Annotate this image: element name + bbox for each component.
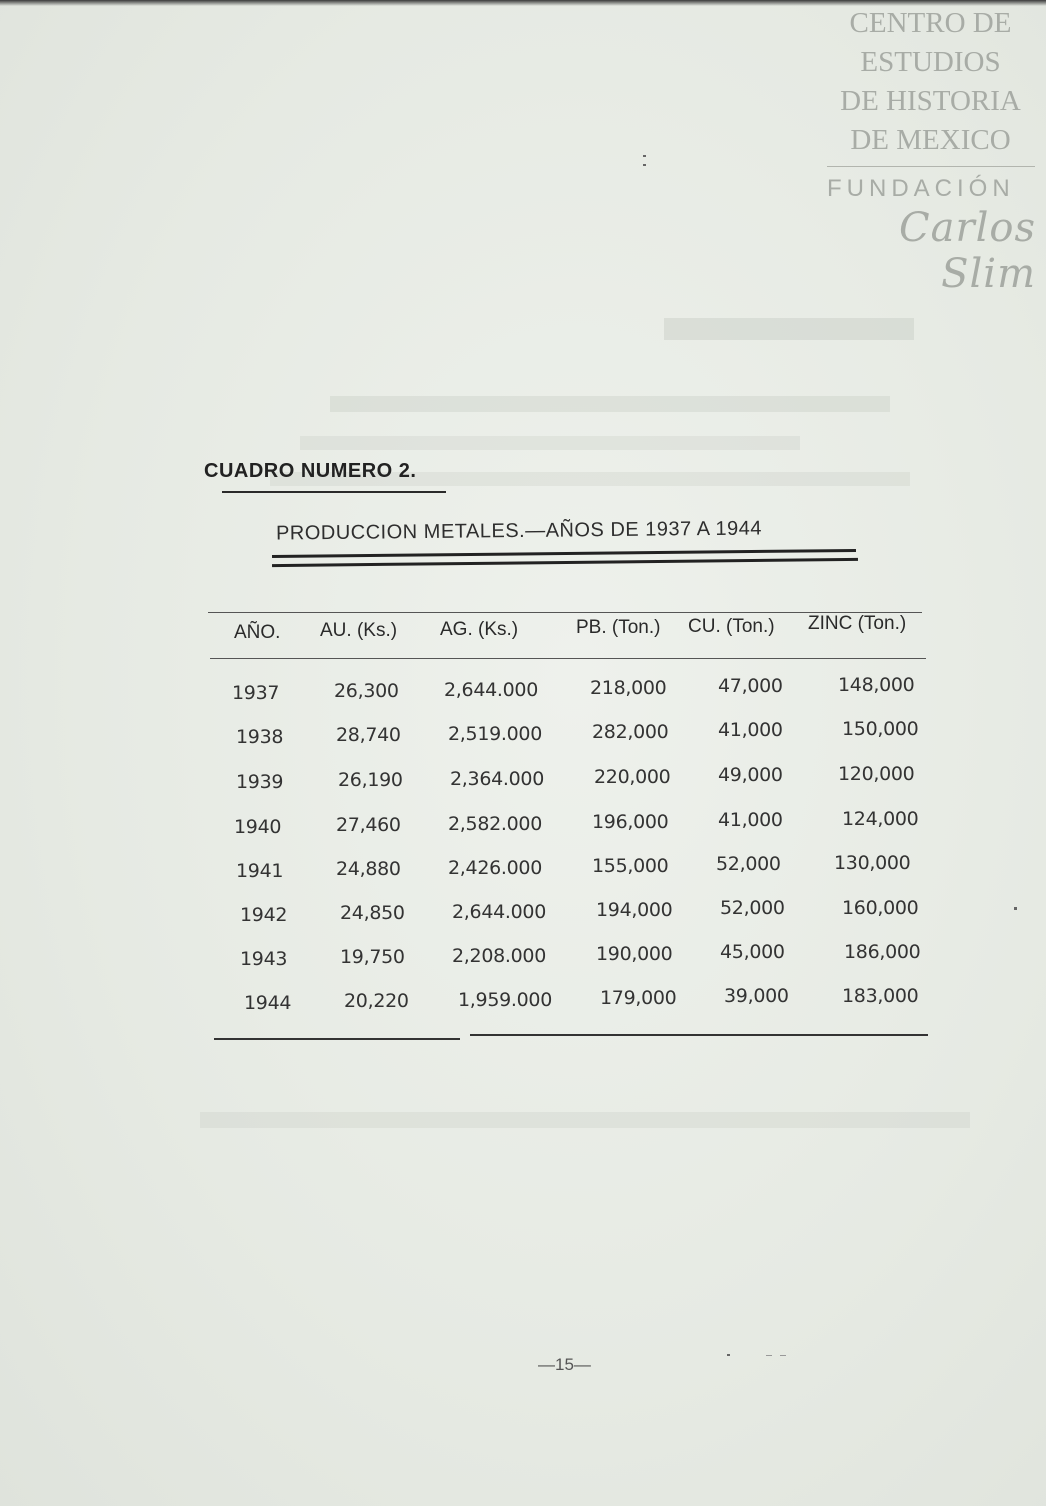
bleed-through-mark <box>664 318 914 340</box>
watermark-signature: Carlos Slim <box>899 205 1036 297</box>
watermark-line: DE MEXICO <box>850 124 1011 156</box>
cell-year: 1943 <box>240 948 288 970</box>
subtitle-double-rule-bottom <box>272 558 858 567</box>
cell-zinc: 186,000 <box>844 941 921 963</box>
cell-silver: 2,582.000 <box>448 813 542 835</box>
scan-speck <box>643 164 646 166</box>
page-number: —15— <box>538 1355 591 1374</box>
watermark-line: DE HISTORIA <box>840 85 1021 117</box>
cell-silver: 2,519.000 <box>448 723 542 745</box>
cell-lead: 282,000 <box>592 721 669 743</box>
cell-gold: 19,750 <box>340 946 405 968</box>
cell-gold: 27,460 <box>336 814 401 836</box>
table-header-rule <box>210 658 926 659</box>
watermark-logo <box>823 4 1038 297</box>
cell-lead: 179,000 <box>600 987 677 1009</box>
cell-year: 1937 <box>232 682 280 704</box>
cell-lead: 194,000 <box>596 899 673 921</box>
watermark-fundacion: FUNDACIÓN <box>827 175 1015 202</box>
cell-lead: 190,000 <box>596 943 673 965</box>
watermark-line: CENTRO DE <box>849 7 1012 39</box>
cell-copper: 49,000 <box>718 764 783 786</box>
cell-gold: 20,220 <box>344 990 409 1012</box>
cell-copper: 52,000 <box>716 853 781 875</box>
cell-copper: 47,000 <box>718 675 783 697</box>
cell-copper: 39,000 <box>724 985 789 1007</box>
cell-year: 1944 <box>244 992 292 1014</box>
cell-silver: 2,644.000 <box>452 901 546 923</box>
cell-zinc: 160,000 <box>842 897 919 919</box>
watermark-divider <box>827 166 1035 167</box>
cell-zinc: 183,000 <box>842 985 919 1007</box>
cell-gold: 26,190 <box>338 769 403 791</box>
cell-silver: 2,426.000 <box>448 857 542 879</box>
col-header-lead: PB. (Ton.) <box>576 617 661 638</box>
col-header-gold: AU. (Ks.) <box>320 620 398 641</box>
cell-year: 1938 <box>236 726 284 748</box>
cell-silver: 1,959.000 <box>458 989 552 1011</box>
cell-year: 1939 <box>236 771 284 793</box>
cell-zinc: 130,000 <box>834 852 911 874</box>
bleed-through-mark <box>200 1112 970 1128</box>
cell-year: 1941 <box>236 860 284 882</box>
cell-year: 1942 <box>240 904 288 926</box>
cell-lead: 220,000 <box>594 766 671 788</box>
col-header-silver: AG. (Ks.) <box>440 619 519 640</box>
subtitle-double-rule-top <box>272 549 856 558</box>
cell-gold: 24,880 <box>336 858 401 880</box>
cell-lead: 218,000 <box>590 677 667 699</box>
cell-gold: 28,740 <box>336 724 401 746</box>
cell-copper: 52,000 <box>720 897 785 919</box>
watermark-line: ESTUDIOS <box>860 46 1001 78</box>
cell-zinc: 148,000 <box>838 674 915 696</box>
col-header-year: AÑO. <box>234 622 281 643</box>
scan-speck <box>766 1355 772 1356</box>
cell-year: 1940 <box>234 816 282 838</box>
cell-copper: 41,000 <box>718 719 783 741</box>
col-header-zinc: ZINC (Ton.) <box>808 613 907 634</box>
scan-speck <box>1014 907 1017 910</box>
cell-lead: 155,000 <box>592 855 669 877</box>
cell-silver: 2,644.000 <box>444 679 538 701</box>
table-title: CUADRO NUMERO 2. <box>204 460 417 482</box>
cell-lead: 196,000 <box>592 811 669 833</box>
title-underline <box>222 491 446 493</box>
cell-silver: 2,208.000 <box>452 945 546 967</box>
bleed-through-mark <box>300 436 800 450</box>
cell-copper: 45,000 <box>720 941 785 963</box>
cell-zinc: 124,000 <box>842 808 919 830</box>
cell-copper: 41,000 <box>718 809 783 831</box>
col-header-copper: CU. (Ton.) <box>688 616 775 637</box>
table-bottom-rule <box>214 1038 460 1040</box>
table-bottom-rule <box>470 1034 928 1036</box>
bleed-through-mark <box>330 396 890 412</box>
cell-zinc: 150,000 <box>842 718 919 740</box>
scan-speck <box>780 1355 786 1356</box>
cell-zinc: 120,000 <box>838 763 915 785</box>
scan-speck <box>727 1354 730 1356</box>
cell-gold: 24,850 <box>340 902 405 924</box>
cell-gold: 26,300 <box>334 680 399 702</box>
scan-speck <box>643 155 646 157</box>
table-subtitle: PRODUCCION METALES.—AÑOS DE 1937 A 1944 <box>275 517 763 545</box>
cell-silver: 2,364.000 <box>450 768 544 790</box>
